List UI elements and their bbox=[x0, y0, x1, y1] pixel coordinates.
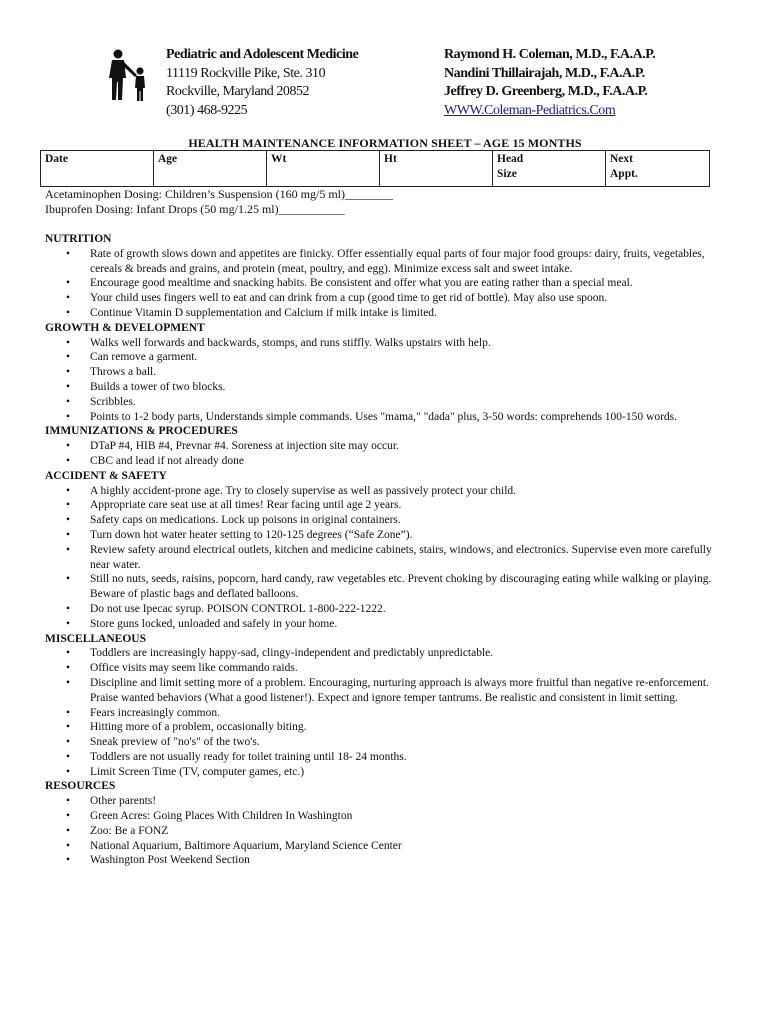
list-item bbox=[45, 646, 725, 661]
item-text: Your child uses fingers well to eat and can drink from a cup (good time to get rid of bottle). May also use spoon. bbox=[90, 292, 608, 305]
list-item bbox=[45, 794, 725, 809]
item-text: Zoo: Be a FONZ bbox=[90, 824, 169, 837]
list-item bbox=[45, 839, 725, 854]
item-text: Encourage good mealtime and snacking habits. Be consistent and offer what you are eating rather than a special meal. bbox=[90, 277, 633, 290]
bullet-icon: • bbox=[66, 528, 71, 541]
item-text: CBC and lead if not already done bbox=[90, 454, 244, 467]
phone-number: (301) 468-9225 bbox=[166, 102, 248, 118]
item-text: Washington Post Weekend Section bbox=[90, 854, 250, 867]
list-item bbox=[45, 824, 725, 839]
list-item bbox=[45, 706, 725, 721]
list-item bbox=[45, 498, 725, 513]
height-label: Ht bbox=[384, 153, 397, 165]
list-item bbox=[45, 454, 725, 469]
list-item bbox=[45, 543, 725, 573]
bullet-icon: • bbox=[66, 440, 71, 453]
item-text: Discipline and limit setting more of a problem. Encouraging, nurturing approach is always more fruitful than negative re-enforcement. Praise wanted behaviors (What a good listener!). Expect and ignore temper tantrums. Be realistic and consistent in limit setting. bbox=[90, 676, 709, 704]
list-item bbox=[45, 853, 725, 868]
appt-label: Appt. bbox=[610, 168, 638, 180]
bullet-icon: • bbox=[66, 824, 71, 837]
doctor-name: Nandini Thillairajah, M.D., F.A.A.P. bbox=[444, 65, 645, 81]
head-size-label-cell bbox=[493, 151, 606, 187]
practice-info bbox=[166, 46, 358, 120]
section-title: NUTRITION bbox=[45, 233, 112, 245]
list-item bbox=[45, 735, 725, 750]
list-item bbox=[45, 513, 725, 528]
item-text: Safety caps on medications. Lock up poisons in original containers. bbox=[90, 514, 401, 527]
parent-child-logo-icon bbox=[104, 49, 152, 103]
weight-label-cell bbox=[267, 151, 380, 187]
safety-list bbox=[45, 484, 725, 632]
item-text: Turn down hot water heater setting to 120-125 degrees (“Safe Zone”). bbox=[90, 528, 413, 541]
date-label: Date bbox=[45, 153, 68, 165]
section-title: RESOURCES bbox=[45, 780, 116, 793]
head-label: Head bbox=[497, 153, 524, 165]
list-item bbox=[45, 439, 725, 454]
section-title: GROWTH & DEVELOPMENT bbox=[45, 321, 205, 334]
bullet-icon: • bbox=[66, 380, 71, 393]
bullet-icon: • bbox=[66, 484, 71, 497]
nutrition-list bbox=[45, 247, 725, 321]
misc-list bbox=[45, 646, 725, 779]
ibuprofen-dosing: Ibuprofen Dosing: Infant Drops (50 mg/1.25 ml)___________ bbox=[45, 202, 345, 216]
item-text: Office visits may seem like commando raids. bbox=[90, 662, 298, 675]
bullet-icon: • bbox=[66, 573, 71, 586]
bullet-icon: • bbox=[66, 499, 71, 512]
item-text: Appropriate care seat use at all times! Rear facing until age 2 years. bbox=[90, 499, 402, 512]
item-text: Review safety around electrical outlets, kitchen and medicine cabinets, stairs, windows, and electronics. Supervise even more carefully near water. bbox=[90, 543, 712, 571]
bullet-icon: • bbox=[66, 854, 71, 867]
section-title: ACCIDENT & SAFETY bbox=[45, 469, 167, 482]
bullet-icon: • bbox=[66, 292, 71, 305]
item-text: Scribbles. bbox=[90, 395, 136, 408]
item-text: DTaP #4, HIB #4, Prevnar #4. Soreness at injection site may occur. bbox=[90, 440, 399, 453]
list-item bbox=[45, 306, 725, 321]
bullet-icon: • bbox=[66, 336, 71, 349]
address-line-2: Rockville, Maryland 20852 bbox=[166, 84, 310, 100]
bullet-icon: • bbox=[66, 750, 71, 763]
bullet-icon: • bbox=[66, 706, 71, 719]
item-text: Do not use Ipecac syrup. POISON CONTROL 1-800-222-1222. bbox=[90, 602, 386, 615]
item-text: Limit Screen Time (TV, computer games, etc.) bbox=[90, 765, 305, 778]
list-item bbox=[45, 291, 725, 306]
dosing-info bbox=[45, 187, 393, 217]
list-item bbox=[45, 395, 725, 410]
item-text: Sneak preview of "no's" of the two's. bbox=[90, 736, 260, 749]
list-item bbox=[45, 380, 725, 395]
bullet-icon: • bbox=[66, 721, 71, 734]
address-line-1: 11119 Rockville Pike, Ste. 310 bbox=[166, 65, 326, 81]
bullet-icon: • bbox=[66, 736, 71, 749]
bullet-icon: • bbox=[66, 795, 71, 808]
list-item bbox=[45, 410, 725, 425]
next-label: Next bbox=[610, 153, 633, 165]
bullet-icon: • bbox=[66, 306, 71, 319]
resources-list bbox=[45, 794, 725, 868]
bullet-icon: • bbox=[66, 351, 71, 364]
sheet-title: HEALTH MAINTENANCE INFORMATION SHEET – AGE 15 MONTHS bbox=[188, 136, 582, 150]
list-item bbox=[45, 365, 725, 380]
bullet-icon: • bbox=[66, 647, 71, 660]
item-text: Store guns locked, unloaded and safely in your home. bbox=[90, 617, 338, 630]
item-text: Can remove a garment. bbox=[90, 351, 198, 364]
item-text: Green Acres: Going Places With Children In Washington bbox=[90, 810, 353, 823]
weight-label: Wt bbox=[271, 153, 287, 165]
item-text: Toddlers are increasingly happy-sad, clingy-independent and predictably unpredictable. bbox=[90, 647, 494, 660]
doctor-name: Jeffrey D. Greenberg, M.D., F.A.A.P. bbox=[444, 84, 648, 100]
section-title: IMMUNIZATIONS & PROCEDURES bbox=[45, 425, 238, 438]
list-item bbox=[45, 350, 725, 365]
item-text: National Aquarium, Baltimore Aquarium, Maryland Science Center bbox=[90, 839, 402, 852]
bullet-icon: • bbox=[66, 839, 71, 852]
age-label-cell bbox=[154, 151, 267, 187]
bullet-icon: • bbox=[66, 410, 71, 423]
bullet-icon: • bbox=[66, 676, 71, 689]
bullet-icon: • bbox=[66, 662, 71, 675]
list-item bbox=[45, 602, 725, 617]
bullet-icon: • bbox=[66, 602, 71, 615]
item-text: Builds a tower of two blocks. bbox=[90, 380, 226, 393]
bullet-icon: • bbox=[66, 514, 71, 527]
website-link[interactable]: WWW.Coleman-Pediatrics.Com bbox=[444, 102, 616, 118]
list-item bbox=[45, 720, 725, 735]
acetaminophen-dosing: Acetaminophen Dosing: Children’s Suspension (160 mg/5 ml)________ bbox=[45, 187, 393, 201]
list-item bbox=[45, 572, 725, 602]
immunizations-list bbox=[45, 439, 725, 469]
bullet-icon: • bbox=[66, 454, 71, 467]
health-content bbox=[45, 232, 725, 868]
item-text: Fears increasingly common. bbox=[90, 706, 220, 719]
next-appt-label-cell bbox=[606, 151, 710, 187]
item-text: Other parents! bbox=[90, 795, 157, 808]
bullet-icon: • bbox=[66, 543, 71, 556]
item-text: Hitting more of a problem, occasionally biting. bbox=[90, 721, 307, 734]
list-item bbox=[45, 676, 725, 706]
list-item bbox=[45, 247, 725, 277]
height-label-cell bbox=[380, 151, 493, 187]
item-text: Points to 1-2 body parts, Understands simple commands. Uses "mama," "dada" plus, 3-50 words: comprehends 100-150 words. bbox=[90, 410, 677, 423]
age-label: Age bbox=[158, 153, 178, 165]
item-text: Toddlers are not usually ready for toilet training until 18- 24 months. bbox=[90, 750, 407, 763]
item-text: Continue Vitamin D supplementation and Calcium if milk intake is limited. bbox=[90, 306, 437, 319]
bullet-icon: • bbox=[66, 395, 71, 408]
list-item bbox=[45, 276, 725, 291]
practice-name: Pediatric and Adolescent Medicine bbox=[166, 47, 359, 62]
list-item bbox=[45, 528, 725, 543]
list-item bbox=[45, 617, 725, 632]
bullet-icon: • bbox=[66, 765, 71, 778]
item-text: Still no nuts, seeds, raisins, popcorn, hard candy, raw vegetables etc. Prevent choking by discouraging eating while walking or playing. Beware of plastic bags and deflated balloons. bbox=[90, 573, 712, 601]
bullet-icon: • bbox=[66, 247, 71, 260]
doctor-name: Raymond H. Coleman, M.D., F.A.A.P. bbox=[444, 47, 656, 62]
date-label-cell bbox=[41, 151, 154, 187]
list-item bbox=[45, 765, 725, 780]
section-title: MISCELLANEOUS bbox=[45, 632, 146, 645]
doctors-list bbox=[444, 46, 655, 120]
growth-list bbox=[45, 336, 725, 425]
item-text: Walks well forwards and backwards, stomps, and runs stiffly. Walks upstairs with help. bbox=[90, 336, 491, 349]
item-text: Throws a ball. bbox=[90, 366, 157, 379]
bullet-icon: • bbox=[66, 810, 71, 823]
item-text: Rate of growth slows down and appetites are finicky. Offer essentially equal parts of four major food groups: dairy, fruits, vegetables, cereals & breads and grains, and protein (meat, poultry, and egg). Minimize excess salt and sweet intake. bbox=[90, 247, 705, 275]
list-item bbox=[45, 336, 725, 351]
item-text: A highly accident-prone age. Try to closely supervise as well as passively protect your child. bbox=[90, 484, 517, 497]
list-item bbox=[45, 661, 725, 676]
bullet-icon: • bbox=[66, 277, 71, 290]
bullet-icon: • bbox=[66, 617, 71, 630]
size-label: Size bbox=[497, 168, 517, 180]
list-item bbox=[45, 809, 725, 824]
bullet-icon: • bbox=[66, 366, 71, 379]
visit-info-table bbox=[40, 150, 710, 187]
list-item bbox=[45, 484, 725, 499]
list-item bbox=[45, 750, 725, 765]
